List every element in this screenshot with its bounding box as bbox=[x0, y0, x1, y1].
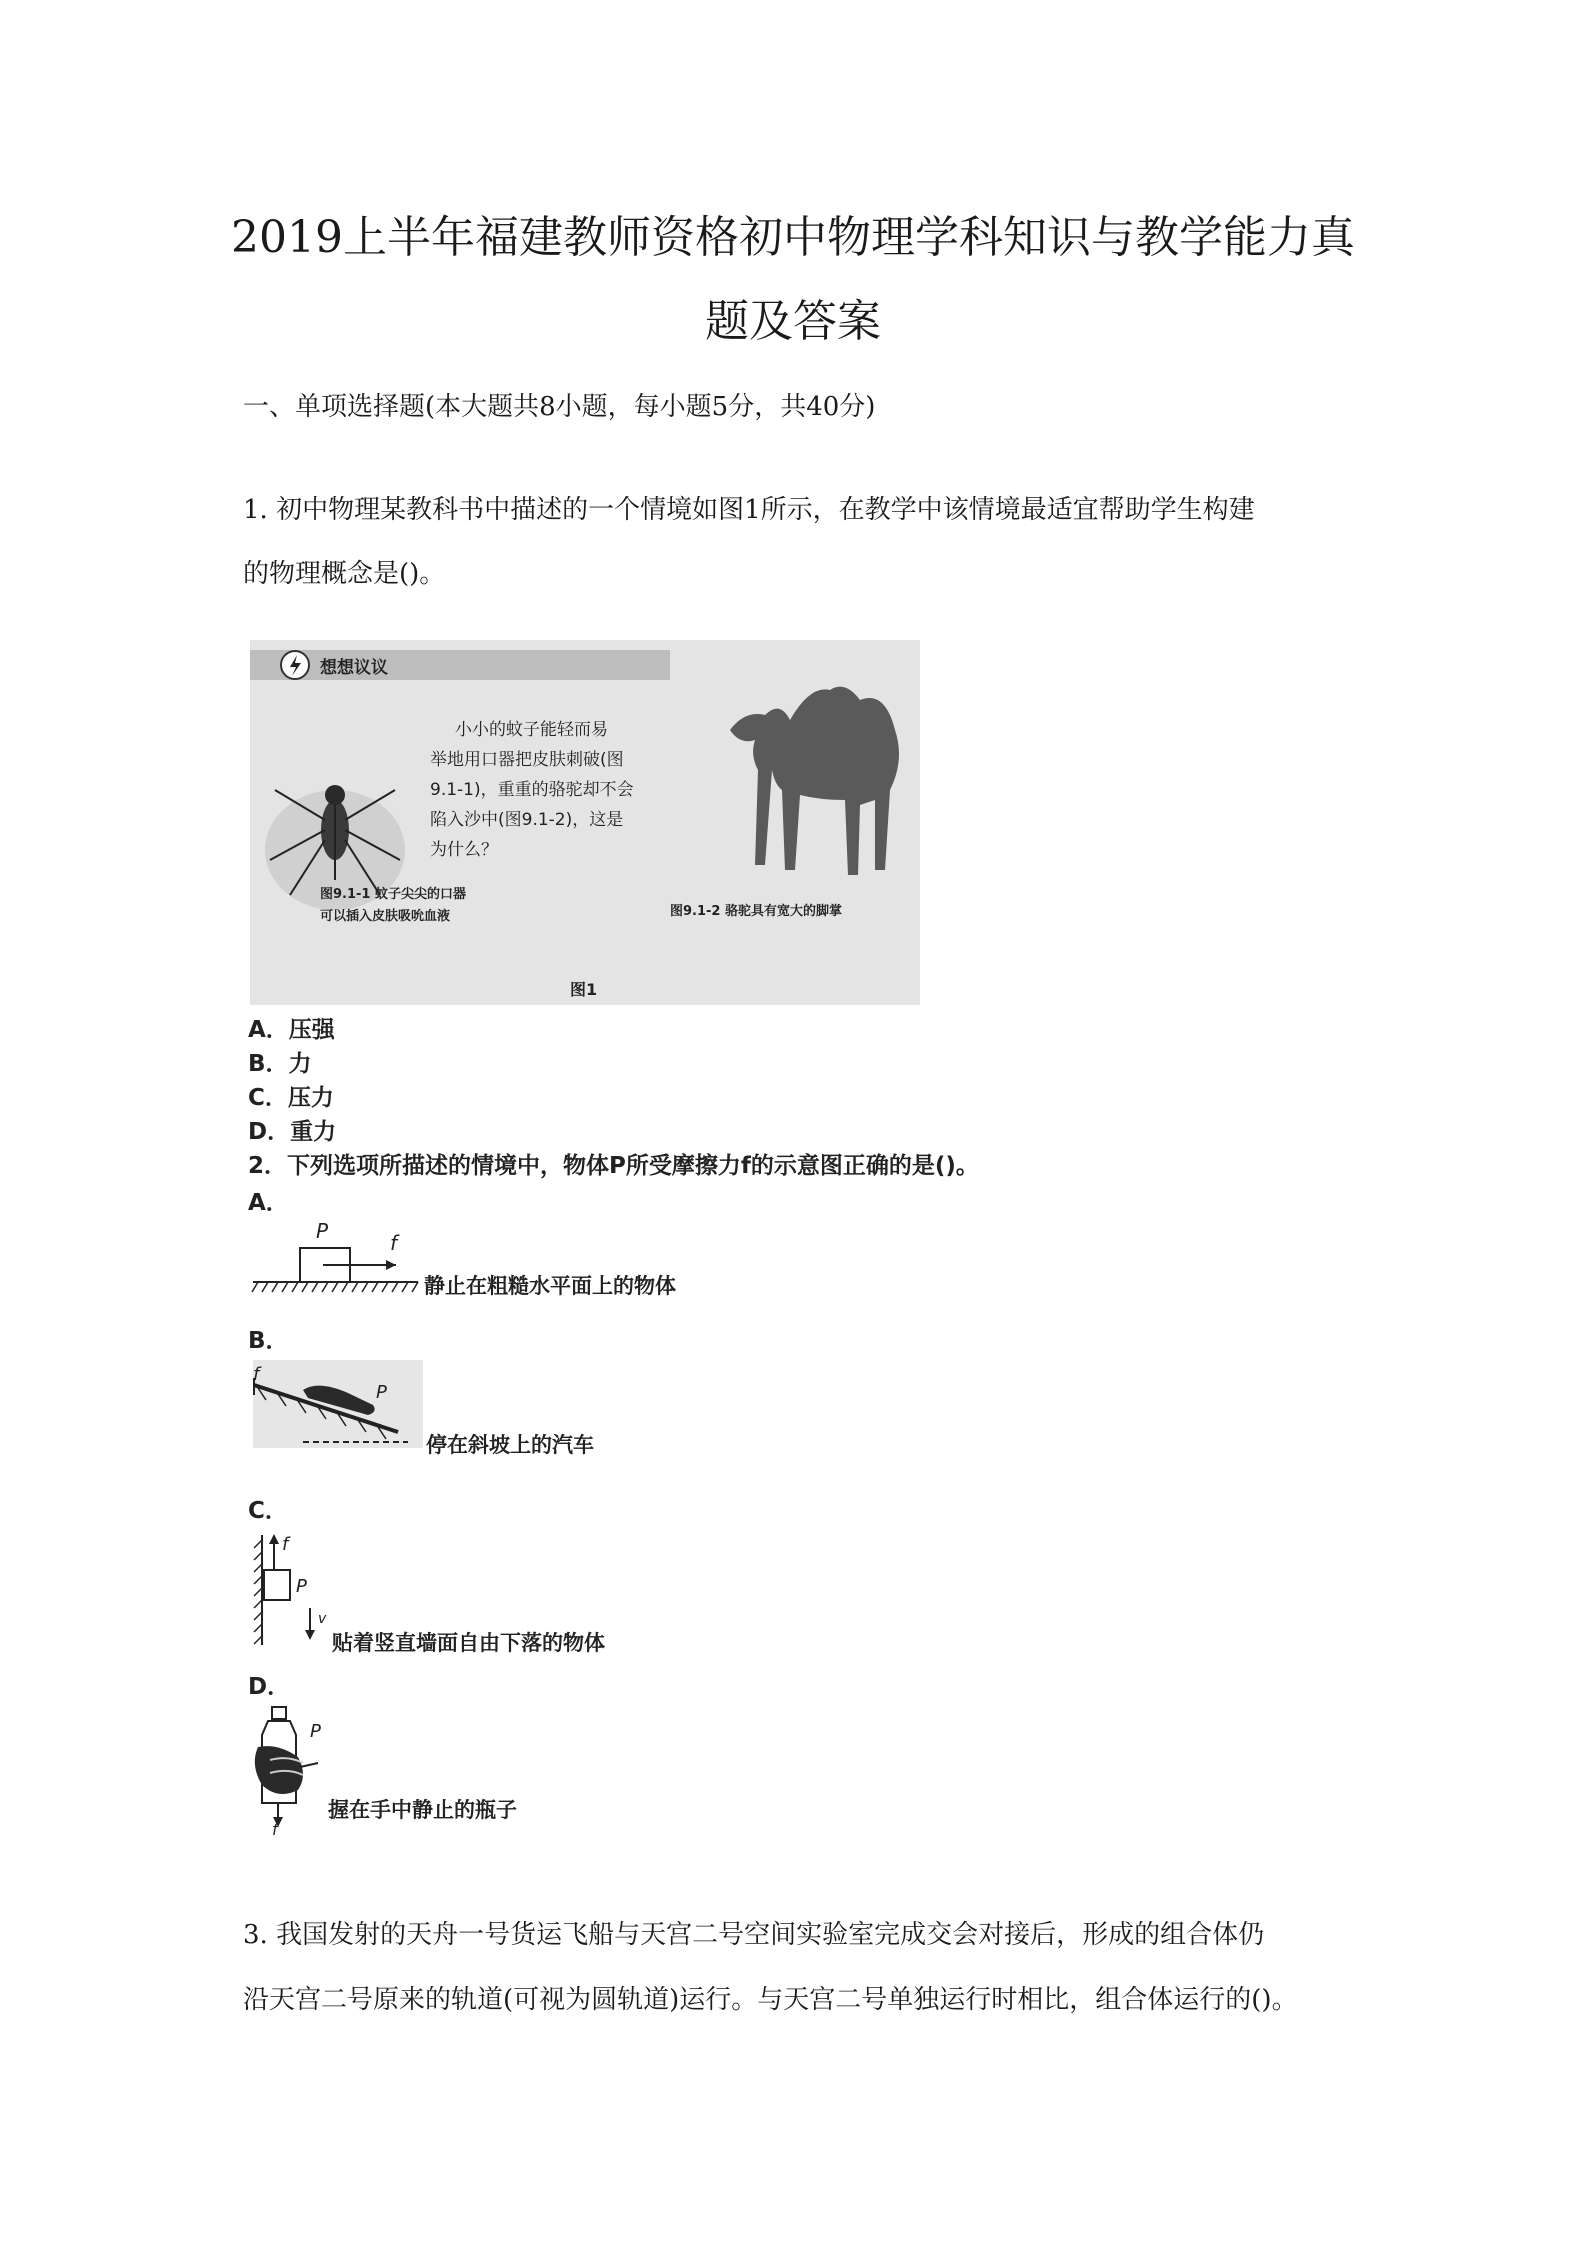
svg-text:f: f bbox=[390, 1231, 398, 1255]
svg-text:f: f bbox=[272, 1820, 278, 1835]
fig-para-line-3: 9.1-1)，重重的骆驼却不会 bbox=[430, 780, 634, 800]
svg-text:f: f bbox=[253, 1364, 260, 1385]
q2-option-d-diagram bbox=[248, 1705, 728, 1835]
svg-text:P: P bbox=[296, 1576, 307, 1597]
fig-para-line-2: 举地用口器把皮肤刺破(图 bbox=[430, 750, 624, 770]
q1-stem-line-2: 的物理概念是()。 bbox=[243, 559, 446, 589]
svg-text:f: f bbox=[282, 1534, 289, 1555]
q2-option-c-letter: C． bbox=[248, 1498, 288, 1524]
section-heading: 一、单项选择题(本大题共8小题，每小题5分，共40分) bbox=[243, 392, 876, 422]
q2-stem: 2．下列选项所描述的情境中，物体P所受摩擦力f的示意图正确的是()。 bbox=[248, 1153, 979, 1179]
q1-stem-line-1: 1. 初中物理某教科书中描述的一个情境如图1所示，在教学中该情境最适宜帮助学生构建 bbox=[243, 495, 1255, 525]
q1-option-b: B．力 bbox=[248, 1051, 312, 1077]
svg-text:P: P bbox=[310, 1721, 321, 1742]
q2-option-a-letter: A． bbox=[248, 1190, 289, 1216]
fig-para-line-1: 小小的蚊子能轻而易 bbox=[455, 720, 608, 740]
fig-para-line-5: 为什么？ bbox=[430, 840, 498, 860]
caption-camel: 图9.1-2 骆驼具有宽大的脚掌 bbox=[670, 904, 842, 919]
q2-option-c-caption: 贴着竖直墙面自由下落的物体 bbox=[332, 1631, 605, 1655]
figure-label: 图1 bbox=[570, 980, 598, 999]
q2-option-d-caption: 握在手中静止的瓶子 bbox=[328, 1798, 517, 1822]
q2-option-c-diagram bbox=[248, 1530, 728, 1655]
q1-option-a: A．压强 bbox=[248, 1017, 335, 1043]
q2-option-b-diagram bbox=[248, 1360, 728, 1465]
figure-1-graphic bbox=[250, 640, 920, 1005]
svg-text:P: P bbox=[376, 1382, 387, 1403]
q2-option-d-letter: D． bbox=[248, 1674, 291, 1700]
q1-option-d: D．重力 bbox=[248, 1119, 337, 1145]
q2-option-b-caption: 停在斜坡上的汽车 bbox=[426, 1433, 594, 1457]
fig-para-line-4: 陷入沙中(图9.1-2)，这是 bbox=[430, 810, 624, 830]
caption-mosquito-1: 图9.1-1 蚊子尖尖的口器 bbox=[320, 887, 466, 902]
title-line-1: 2019上半年福建教师资格初中物理学科知识与教学能力真 bbox=[231, 212, 1355, 263]
figure-1 bbox=[250, 640, 920, 1005]
document-title bbox=[200, 196, 1386, 364]
q3-stem-line-1: 3. 我国发射的天舟一号货运飞船与天宫二号空间实验室完成交会对接后，形成的组合体仍 bbox=[243, 1920, 1265, 1950]
q2-option-b-letter: B． bbox=[248, 1328, 289, 1354]
q2-option-a-diagram bbox=[248, 1220, 728, 1310]
caption-mosquito-2: 可以插入皮肤吸吮血液 bbox=[320, 909, 451, 924]
q3-stem-line-2: 沿天宫二号原来的轨道(可视为圆轨道)运行。与天宫二号单独运行时相比，组合体运行的()。 bbox=[243, 1985, 1298, 2015]
svg-text:v: v bbox=[318, 1611, 327, 1627]
figure-header: 想想议议 bbox=[320, 658, 388, 678]
q1-option-c: C．压力 bbox=[248, 1085, 334, 1111]
q2-option-a-caption: 静止在粗糙水平面上的物体 bbox=[424, 1274, 676, 1298]
svg-text:P: P bbox=[316, 1220, 329, 1243]
title-line-2: 题及答案 bbox=[705, 296, 881, 347]
